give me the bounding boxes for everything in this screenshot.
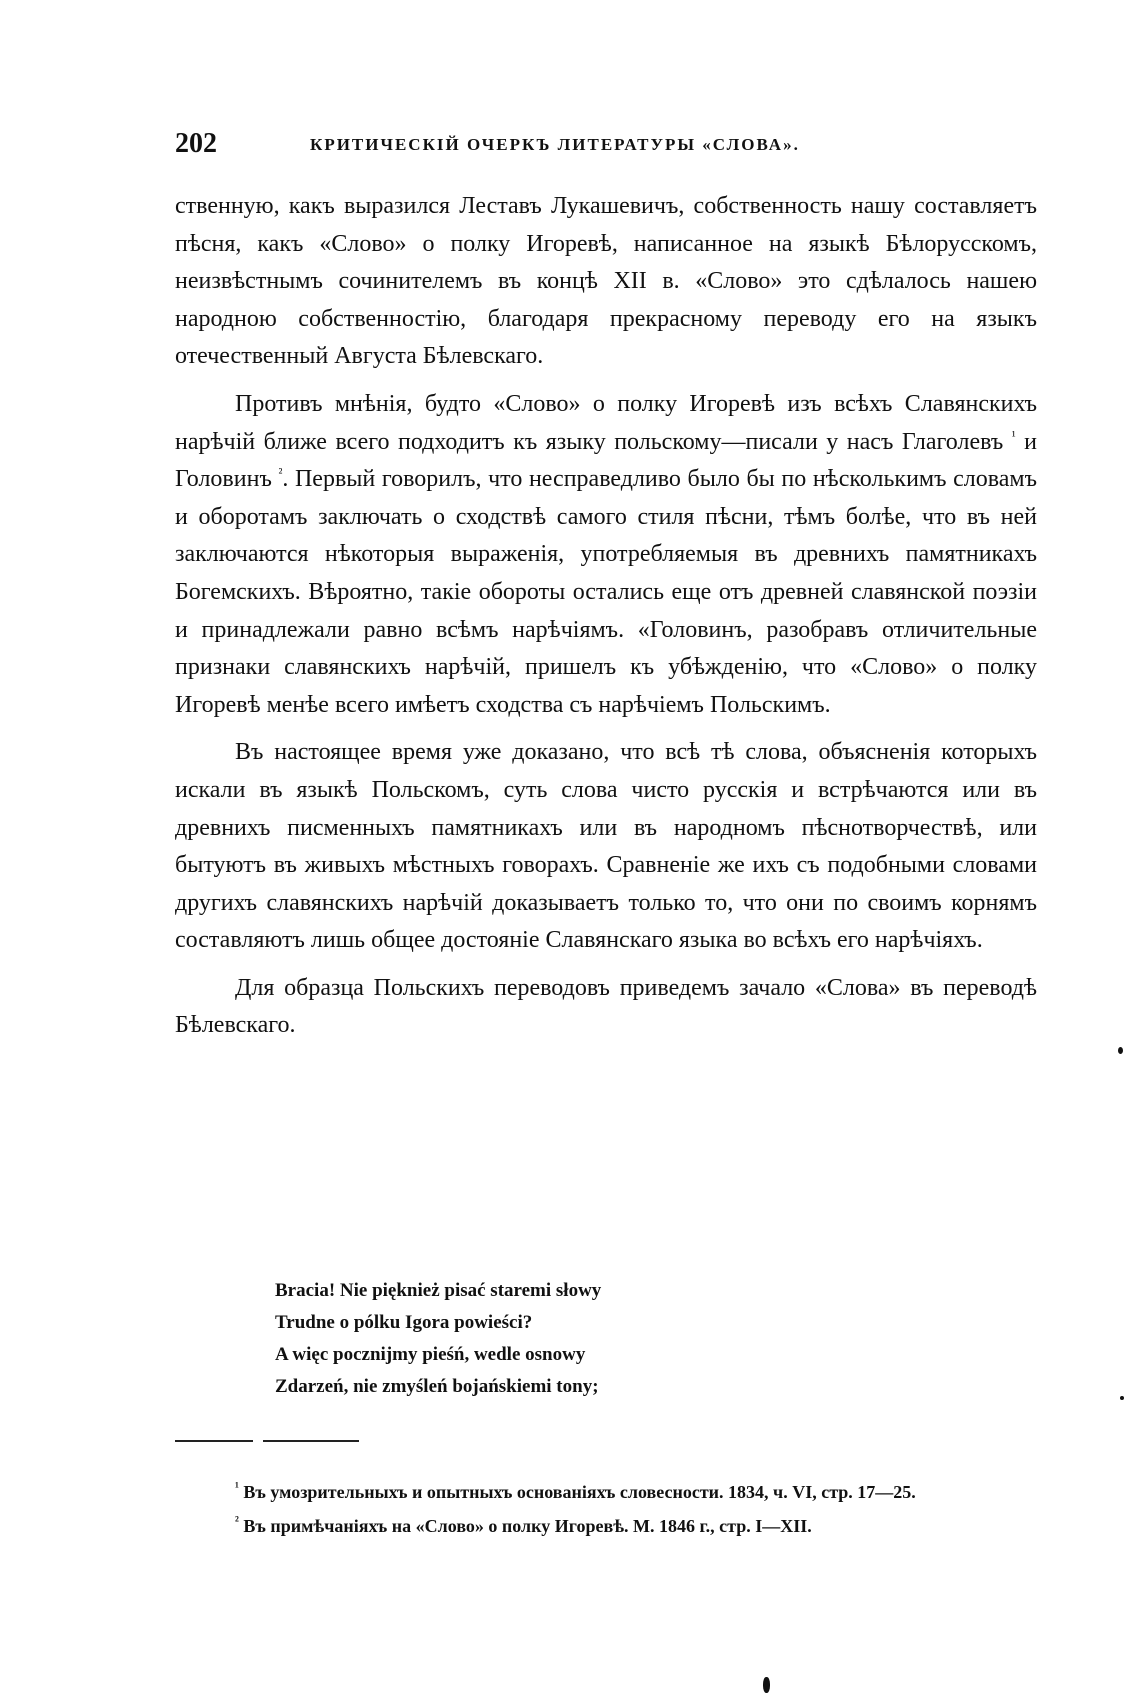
- page-header: [175, 128, 1035, 168]
- verse-line: A więc pocznijmy pieśń, wedle osnowy: [275, 1344, 586, 1365]
- ink-speck: [1118, 1047, 1123, 1054]
- verse-line: Trudne o pólku Igora powieści?: [275, 1312, 533, 1333]
- footnote-ref-2: ²: [278, 465, 283, 481]
- paragraph-2-part-c: . Первый говорилъ, что несправедливо было бы по нѣсколькимъ словамъ и оборотамъ заключать о сходствѣ самого стиля пѣсни, тѣмъ болѣе, что въ ней заключаются нѣкоторыя выраженія, употребляемыя въ древнихъ памятникахъ Богемскихъ. Вѣроятно, такіе обороты остались еще отъ древней славянской поэзіи и принадлежали равно всѣмъ нарѣчіямъ. «Головинъ, разобравъ отличительные признаки славянскихъ нарѣчій, пришелъ къ убѣжденію, что «Слово» о полку Игоревѣ менѣе всего имѣетъ сходства съ нарѣчіемъ Польскимъ.: [175, 466, 1038, 718]
- paragraph-2: [175, 386, 1037, 724]
- page-number: 202: [175, 128, 217, 159]
- footnotes: [175, 1475, 1037, 1543]
- footnote-separator-right: [263, 1440, 359, 1442]
- footnote-2-text: Въ примѣчаніяхъ на «Слово» о полку Игоревѣ. М. 1846 г., стр. I—XII.: [243, 1516, 812, 1536]
- footnote-ref-1: ¹: [1011, 427, 1016, 443]
- footnote-2-mark: ²: [235, 1513, 239, 1528]
- footnote-separator-left: [175, 1440, 253, 1442]
- footnote-1-mark: ¹: [235, 1479, 239, 1494]
- running-title: КРИТИЧЕСКІЙ ОЧЕРКЪ ЛИТЕРАТУРЫ «СЛОВА».: [310, 135, 800, 154]
- ink-speck: [763, 1677, 770, 1693]
- footnote-1: [175, 1475, 1037, 1509]
- verse-line: Bracia! Nie pięknież pisać staremi słowy: [275, 1280, 602, 1301]
- polish-verse-quote: [275, 1275, 835, 1403]
- body-text: [175, 188, 1037, 1045]
- paragraph-2-part-a: Противъ мнѣнія, будто «Слово» о полку Игоревѣ изъ всѣхъ Славянскихъ нарѣчій ближе всего подходитъ къ языку польскому—писали у насъ Глаголевъ: [175, 390, 1037, 455]
- footnote-2: [175, 1509, 1037, 1543]
- paragraph-1: ственную, какъ выразился Леставъ Лукашевичъ, собственность нашу составляетъ пѣсня, какъ «Слово» о полку Игоревѣ, написанное на языкѣ Бѣлорусскомъ, неизвѣстнымъ сочинителемъ въ концѣ XII в. «Слово» это сдѣлалось нашею народною собственностію, благодаря прекрасному переводу его на языкъ отечественный Августа Бѣлевскаго.: [175, 193, 1037, 370]
- verse-line: Zdarzeń, nie zmyśleń bojańskiemi tony;: [275, 1376, 599, 1397]
- ink-speck: [1120, 1396, 1124, 1400]
- paragraph-4: Для образца Польскихъ переводовъ приведемъ зачало «Слова» въ переводѣ Бѣлевскаго.: [175, 974, 1037, 1039]
- footnote-1-text: Въ умозрительныхъ и опытныхъ основаніяхъ словесности. 1834, ч. VI, стр. 17—25.: [243, 1482, 916, 1502]
- paragraph-3: Въ настоящее время уже доказано, что всѣ тѣ слова, объясненія которыхъ искали въ языкѣ Польскомъ, суть слова чисто русскія и встрѣчаются или въ древнихъ писменныхъ памятникахъ или въ народномъ пѣснотворчествѣ, или бытуютъ въ живыхъ мѣстныхъ говорахъ. Сравненіе же ихъ съ подобными словами другихъ славянскихъ нарѣчій доказываетъ только то, что они по своимъ корнямъ составляютъ лишь общее достояніе Славянскаго языка во всѣхъ его нарѣчіяхъ.: [175, 739, 1037, 954]
- paragraph-2-part-b: и Головинъ: [175, 428, 1038, 493]
